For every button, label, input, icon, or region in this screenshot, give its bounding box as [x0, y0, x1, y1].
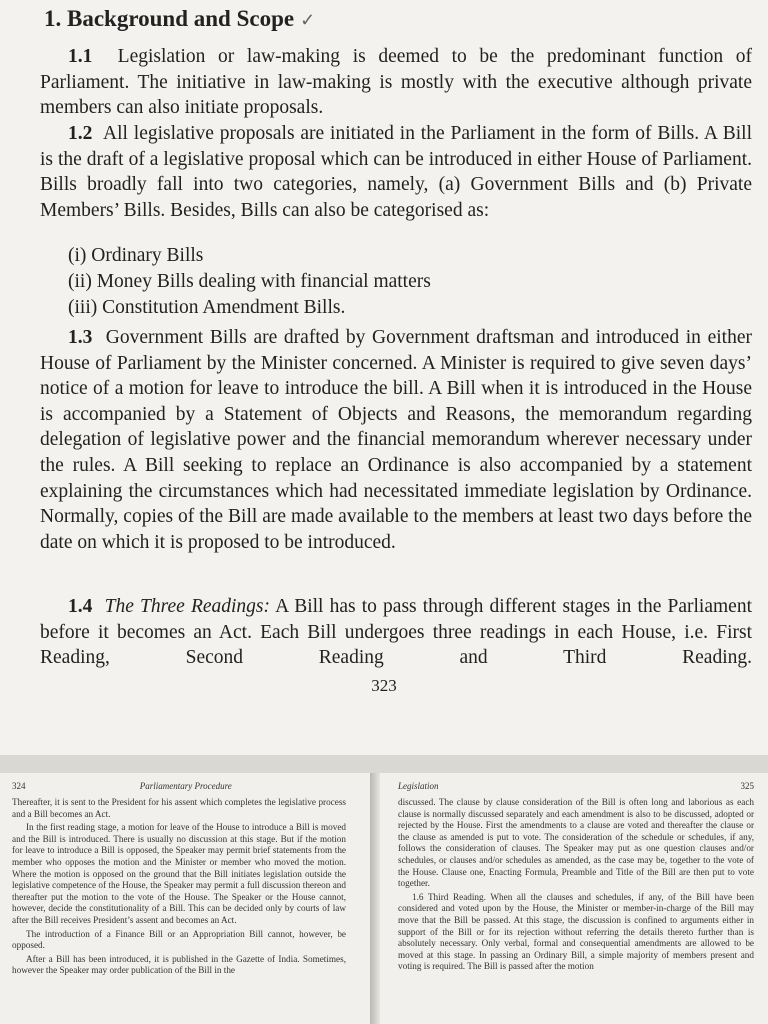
section-heading-number: 1. [44, 6, 62, 31]
left-page-header [12, 773, 346, 795]
list-item: (iii) Constitution Amendment Bills. [68, 297, 346, 318]
right-page-number: 325 [740, 781, 754, 791]
book-spread [0, 755, 768, 1024]
paragraph-1-2 [40, 121, 752, 223]
bill-categories-list [68, 243, 668, 321]
page-number: 323 [371, 676, 397, 695]
left-running-head: Parliamentary Procedure [139, 781, 232, 791]
paragraph-text: Legislation or law-making is deemed to be the predominant function of Parliament. The initiative in law-making is mostly with the executive although private members can also initiate proposals. [40, 46, 752, 119]
paragraph-text: Government Bills are drafted by Government draftsman and introduced in either House of Parliament by the Minister concerned. A Minister is required to give seven days’ notice of a motion for leave to introduce the bill. A Bill when it is introduced in the House is accompanied by a Statement of Objects and Reasons, the memorandum regarding delegation of legislative power and the financial memorandum wherever necessary under the rules. A Bill seeking to replace an Ordinance is also accompanied by a statement explaining the circumstances which had necessitated immediate legislation by Ordinance. Normally, copies of the Bill are made available to the members at least two days before the date on which it is proposed to be introduced. [40, 327, 752, 553]
paragraph-number: 1.1 [68, 46, 93, 67]
left-page-paragraph: In the first reading stage, a motion for leave of the House to introduce a Bill is moved and the Bill is introduced. There is usually no discussion at this stage. But if the motion for leave to introduce a Bill is opposed, the Speaker may permit brief statements from the member who opposes the motion and the Minister or member who moved the motion. Where the motion is opposed on the ground that the Bill initiates legislation outside the legislative competence of the House, the Speaker may permit a full discussion thereon and thereafter put the motion to the vote of the House. The Speaker or the House cannot, however, decide the constitutionality of a Bill. This can be decided only by courts of law after the Bill receives President’s assent and becomes an Act. [12, 822, 346, 925]
list-item: (i) Ordinary Bills [68, 245, 204, 266]
paragraph-1-1 [40, 44, 752, 121]
paragraph-text: A Bill has to pass through different stages in the Parliament before it becomes an Act. Each Bill undergoes three readings in each House, i.e. First Reading, Second Reading and Third Reading. [40, 596, 752, 669]
section-heading-title: Background and Scope [67, 6, 295, 31]
section-heading [44, 6, 315, 32]
left-page-paragraph: After a Bill has been introduced, it is published in the Gazette of India. Sometimes, however the Speaker may order publication of the Bill in the [12, 953, 346, 976]
left-page-number: 324 [12, 781, 26, 791]
left-page-paragraph: Thereafter, it is sent to the President for his assent which completes the legislative process and a Bill becomes an Act. [12, 797, 346, 819]
right-running-head: Legislation [398, 781, 439, 791]
check-mark-icon: ✓ [300, 10, 316, 30]
right-page [380, 773, 768, 1024]
left-page [0, 773, 370, 1024]
right-page-paragraph: 1.6 Third Reading. When all the clauses and schedules, if any, of the Bill have been considered and voted upon by the House, the Minister or member-in-charge of the Bill may move that the Bill be passed. At this stage, the discussion is confined to arguments either in support of the Bill or for its rejection without referring the details thereto further than is absolutely necessary. Only verbal, formal and consequential amendments are allowed to be moved at this stage. In passing an Ordinary Bill, a simple majority of members present and voting is required. The Bill is passed after the motion [398, 891, 754, 972]
left-page-body [12, 797, 346, 977]
right-page-paragraph: discussed. The clause by clause consideration of the Bill is often long and laborious as each clause is normally discussed separately and each amendment is also to be discussed, adopted or rejected by the House. First the amendments to a clause are voted and thereafter the clause or the clause as amended is put to vote. The consideration of the schedule or schedules, if any, follows the consideration of clauses. The Speaker may put as one question clauses and/or schedules, or clauses and/or schedules as amended, as the case may be, together to the vote of the House. Clause one, Enacting Formula, Preamble and Title of the Bill are then put to vote together. [398, 797, 754, 889]
paragraph-1-4 [40, 594, 752, 671]
book-gutter [370, 773, 380, 1024]
right-page-body [398, 797, 754, 973]
paragraph-1-3 [40, 325, 752, 555]
left-page-paragraph: The introduction of a Finance Bill or an Appropriation Bill cannot, however, be opposed. [12, 928, 346, 951]
paragraph-text: All legislative proposals are initiated in the Parliament in the form of Bills. A Bill is the draft of a legislative proposal which can be introduced in either House of Parliament. Bills broadly fall into two categories, namely, (a) Government Bills and (b) Private Members’ Bills. Besides, Bills can also be categorised as: [40, 123, 752, 221]
paragraph-number: 1.4 [68, 596, 93, 617]
paragraph-number: 1.3 [68, 327, 93, 348]
paragraph-number: 1.2 [68, 123, 93, 144]
paragraph-title: The Three Readings: [104, 596, 271, 617]
list-item: (ii) Money Bills dealing with financial matters [68, 271, 431, 292]
right-page-header [398, 773, 754, 795]
